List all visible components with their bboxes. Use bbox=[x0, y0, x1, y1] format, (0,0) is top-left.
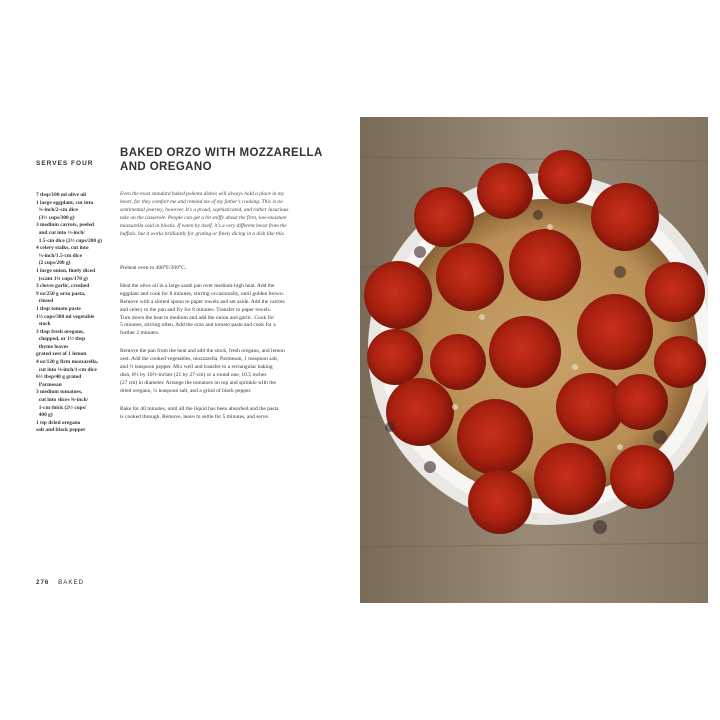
ingredient-line: 1 tbsp tomato paste bbox=[36, 305, 81, 312]
ingredient-line: grated zest of 1 lemon bbox=[36, 351, 87, 358]
recipe-title-line: AND OREGANO bbox=[120, 161, 212, 173]
ingredient-line: 1 large onion, finely diced bbox=[36, 267, 96, 274]
ingredient-line: 3 medium tomatoes, bbox=[36, 389, 83, 396]
ingredient-line: 4 celery stalks, cut into bbox=[36, 245, 89, 252]
ingredient-line: stock bbox=[36, 321, 51, 328]
method-line: and celery to the pan and fry for 8 minutes. Transfer to paper towels. bbox=[120, 306, 272, 313]
page-number: 276 bbox=[36, 579, 50, 586]
method-line: eggplant and cook for 8 minutes, stirring occasionally, until golden brown. bbox=[120, 290, 285, 297]
ingredient-line: thyme leaves bbox=[36, 343, 69, 350]
ingredient-line: cut into ⅜-inch/1-cm dice bbox=[36, 366, 97, 373]
ingredient-line: (scant 1¾ cups/170 g) bbox=[36, 275, 88, 282]
method-line: zest. Add the cooked vegetables, mozzarella, Parmesan, 1 teaspoon salt, bbox=[120, 356, 279, 363]
ingredient-line: 3 cloves garlic, crushed bbox=[36, 283, 90, 290]
ingredient-line: ⅓-inch/1.5-cm dice bbox=[36, 252, 82, 259]
method-line: 5 minutes, stirring often. Add the orzo and tomato paste and cook for a bbox=[120, 322, 276, 329]
ingredient-line: 1⅓ cups/300 ml vegetable bbox=[36, 313, 95, 320]
ingredient-line: 1 tsp dried oregano bbox=[36, 419, 81, 426]
section-name: BAKED bbox=[58, 579, 85, 586]
serves-label: SERVES FOUR bbox=[36, 160, 94, 167]
method-line: further 2 minutes. bbox=[120, 330, 160, 337]
ingredient-line: 3 medium carrots, peeled bbox=[36, 222, 94, 229]
recipe-method bbox=[120, 265, 316, 432]
ingredient-line: and cut into ⅓-inch/ bbox=[36, 229, 85, 236]
ingredient-line: salt and black pepper bbox=[36, 427, 86, 434]
intro-line: sentimental journey, however. It's a proud, sophisticated, and rather luxurious bbox=[120, 206, 289, 213]
method-paragraph bbox=[120, 348, 316, 395]
ingredient-line: Parmesan bbox=[36, 381, 62, 388]
ingredient-line: 3 tbsp fresh oregano, bbox=[36, 328, 85, 335]
baked-orzo-photo-illustration bbox=[360, 117, 708, 603]
ingredient-line: 9 oz/250 g orzo pasta, bbox=[36, 290, 86, 297]
method-line: Heat the olive oil in a large sauté pan over medium-high heat. Add the bbox=[120, 282, 275, 289]
method-line: Turn down the heat to medium and add the onion and garlic. Cook for bbox=[120, 314, 275, 321]
ingredient-line: cut into slices ⅜-inch/ bbox=[36, 397, 89, 404]
method-line: dried oregano, ¼ teaspoon salt, and a grind of black pepper. bbox=[120, 387, 252, 394]
intro-line: take on the casserole. People can get a bit sniffy about the firm, low-moisture bbox=[120, 214, 287, 221]
ingredient-list bbox=[36, 192, 112, 435]
ingredient-line: ¾-inch/2-cm dice bbox=[36, 207, 78, 214]
recipe-title bbox=[120, 146, 323, 174]
ingredient-line: 400 g) bbox=[36, 412, 53, 419]
dish-photo bbox=[360, 117, 708, 603]
ingredient-line: (2 cups/200 g) bbox=[36, 260, 71, 267]
ingredient-line: 7 tbsp/100 ml olive oil bbox=[36, 192, 87, 198]
ingredient-line: 6½ tbsp/40 g grated bbox=[36, 374, 82, 381]
method-paragraph bbox=[120, 265, 316, 273]
intro-line: mozzarella sold in blocks. If eaten by itself, it's a very different beast from the bbox=[120, 222, 287, 229]
method-line: Remove with a slotted spoon to paper towels and set aside. Add the carrots bbox=[120, 298, 285, 305]
ingredient-line: 1.5-cm dice (2½ cups/200 g) bbox=[36, 237, 102, 244]
recipe-introduction bbox=[120, 191, 310, 238]
recipe-title-line: BAKED ORZO WITH MOZZARELLA bbox=[120, 147, 323, 159]
ingredient-line: 4 oz/120 g firm mozzarella, bbox=[36, 359, 99, 366]
intro-line: heart, for they comfort me and remind me of my father's cooking. This is no bbox=[120, 198, 283, 205]
method-line: is cooked through. Remove, leave to settle for 5 minutes, and serve. bbox=[120, 413, 270, 420]
method-paragraph bbox=[120, 406, 316, 422]
method-line: Bake for 40 minutes, until all the liquid has been absorbed and the pasta bbox=[120, 405, 279, 412]
method-line: Remove the pan from the heat and add the stock, fresh oregano, and lemon bbox=[120, 348, 285, 355]
method-line: (27 cm) in diameter. Arrange the tomatoes on top and sprinkle with the bbox=[120, 379, 276, 386]
intro-line: Even the most standard baked polenta dishes will always hold a place in my bbox=[120, 191, 285, 197]
ingredient-line: chopped, or 1½ tbsp bbox=[36, 336, 86, 343]
ingredient-line: 1-cm thick (2½ cups/ bbox=[36, 404, 87, 411]
method-paragraph bbox=[120, 283, 316, 338]
ingredient-line: (3½ cups/300 g) bbox=[36, 214, 75, 221]
page-footer bbox=[36, 579, 84, 586]
method-line: and ½ teaspoon pepper. Mix well and transfer to a rectangular baking bbox=[120, 364, 273, 371]
method-line: dish, 8½ by 10½-inches (21 by 27-cm) or a round one, 10.5 inches bbox=[120, 371, 267, 378]
intro-line: buffalo, but it works brilliantly for grating or finely dicing in a dish like this. bbox=[120, 230, 286, 237]
ingredient-line: rinsed bbox=[36, 298, 54, 305]
ingredient-line: 1 large eggplant, cut into bbox=[36, 199, 94, 206]
method-line: Preheat oven to 400°F/200°C. bbox=[120, 265, 187, 271]
